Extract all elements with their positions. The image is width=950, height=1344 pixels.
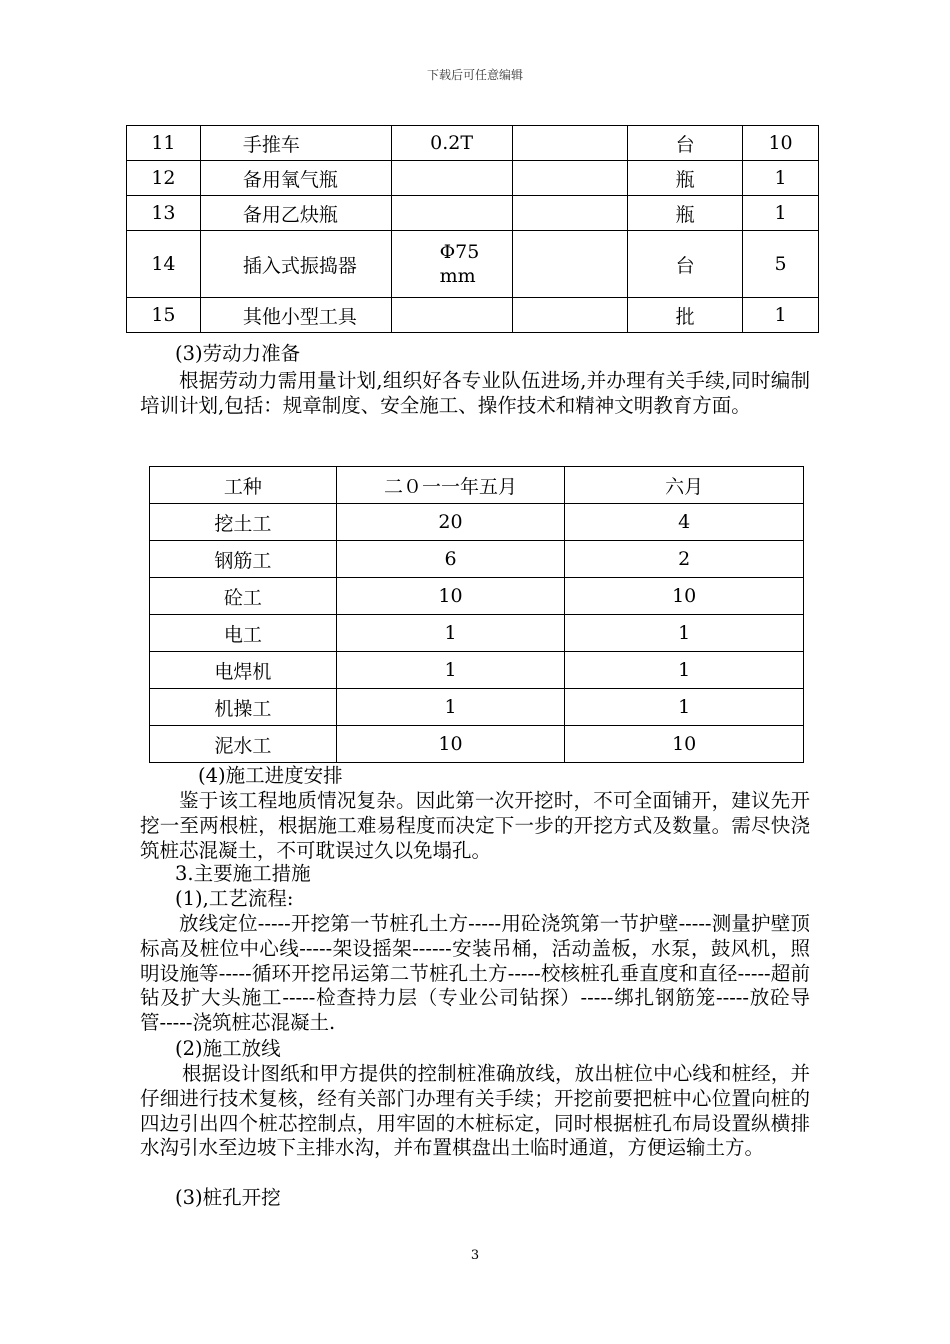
may-count: 10 xyxy=(336,578,565,615)
column-header-june: 六月 xyxy=(565,467,804,504)
trade-name: 钢筋工 xyxy=(150,541,337,578)
may-count: 1 xyxy=(336,652,565,689)
empty-cell xyxy=(512,231,628,298)
equipment-unit: 台 xyxy=(628,231,743,298)
trade-name: 泥水工 xyxy=(150,726,337,763)
equipment-qty: 5 xyxy=(743,231,819,298)
trade-name: 电焊机 xyxy=(150,652,337,689)
table-row xyxy=(127,161,819,196)
paragraph-labor: 根据劳动力需用量计划,组织好各专业队伍进场,并办理有关手续,同时编制培训计划,包括：规章制度、安全施工、操作技术和精神文明教育方面。 xyxy=(140,369,810,417)
equipment-qty: 1 xyxy=(743,161,819,196)
may-count: 10 xyxy=(336,726,565,763)
equipment-spec xyxy=(391,231,512,298)
equipment-qty: 1 xyxy=(743,196,819,231)
june-count: 10 xyxy=(565,726,804,763)
spec-text: Φ75mm xyxy=(439,241,480,287)
page-header-note: 下载后可任意编辑 xyxy=(426,68,523,82)
table-row xyxy=(127,126,819,161)
may-count: 6 xyxy=(336,541,565,578)
equipment-name: 其他小型工具 xyxy=(200,298,391,333)
equipment-name: 手推车 xyxy=(200,126,391,161)
june-count: 10 xyxy=(565,578,804,615)
june-count: 4 xyxy=(565,504,804,541)
june-count: 2 xyxy=(565,541,804,578)
equipment-unit: 瓶 xyxy=(628,161,743,196)
table-row xyxy=(150,615,804,652)
equipment-unit: 台 xyxy=(628,126,743,161)
labor-table xyxy=(149,466,804,763)
trade-name: 电工 xyxy=(150,615,337,652)
may-count: 1 xyxy=(336,615,565,652)
empty-cell xyxy=(512,196,628,231)
table-row xyxy=(150,578,804,615)
row-number: 11 xyxy=(127,126,201,161)
june-count: 1 xyxy=(565,652,804,689)
equipment-name: 备用氧气瓶 xyxy=(200,161,391,196)
trade-name: 挖土工 xyxy=(150,504,337,541)
table-row xyxy=(127,298,819,333)
equipment-spec xyxy=(391,298,512,333)
table-row xyxy=(150,541,804,578)
column-header-trade: 工种 xyxy=(150,467,337,504)
section-heading-process: (1),工艺流程: xyxy=(175,887,294,910)
table-row xyxy=(150,689,804,726)
equipment-name: 插入式振捣器 xyxy=(200,231,391,298)
section-heading-schedule: (4)施工进度安排 xyxy=(198,764,343,787)
paragraph-schedule: 鉴于该工程地质情况复杂。因此第一次开挖时，不可全面铺开，建议先开挖一至两根桩，根据施工难易程度而决定下一步的开挖方式及数量。需尽快浇筑桩芯混凝土，不可耽误过久以免塌孔。 xyxy=(140,789,810,862)
equipment-name: 备用乙炔瓶 xyxy=(200,196,391,231)
section-heading-layout: (2)施工放线 xyxy=(175,1037,281,1060)
row-number: 14 xyxy=(127,231,201,298)
table-row xyxy=(150,652,804,689)
trade-name: 机操工 xyxy=(150,689,337,726)
equipment-spec xyxy=(391,161,512,196)
equipment-table xyxy=(126,125,819,333)
table-header-row xyxy=(150,467,804,504)
equipment-unit: 瓶 xyxy=(628,196,743,231)
section-heading-labor: (3)劳动力准备 xyxy=(175,342,301,365)
may-count: 20 xyxy=(336,504,565,541)
equipment-qty: 10 xyxy=(743,126,819,161)
table-row xyxy=(127,196,819,231)
table-row xyxy=(150,504,804,541)
equipment-spec xyxy=(391,196,512,231)
empty-cell xyxy=(512,161,628,196)
empty-cell xyxy=(512,298,628,333)
equipment-spec: 0.2T xyxy=(391,126,512,161)
table-row xyxy=(127,231,819,298)
row-number: 12 xyxy=(127,161,201,196)
june-count: 1 xyxy=(565,615,804,652)
row-number: 13 xyxy=(127,196,201,231)
may-count: 1 xyxy=(336,689,565,726)
equipment-unit: 批 xyxy=(628,298,743,333)
equipment-qty: 1 xyxy=(743,298,819,333)
june-count: 1 xyxy=(565,689,804,726)
table-row xyxy=(150,726,804,763)
column-header-may: 二０一一年五月 xyxy=(336,467,565,504)
paragraph-layout: 根据设计图纸和甲方提供的控制桩准确放线，放出桩位中心线和桩经，并仔细进行技术复核，经有关部门办理有关手续；开挖前要把桩中心位置向桩的四边引出四个桩芯控制点，用牢固的木桩标定，同时根据桩孔布局设置纵横排水沟引水至边坡下主排水沟，并布置棋盘出土临时通道，方便运输土方。 xyxy=(140,1062,810,1160)
paragraph-process: 放线定位-----开挖第一节桩孔土方-----用砼浇筑第一节护壁-----测量护壁顶标高及桩位中心线-----架设摇架------安装吊桶，活动盖板，水泵，鼓风机，照明设施等-----循环开挖吊运第二节桩孔土方-----校核桩孔垂直度和直径-----超前钻及扩大头施工-----检查持力层（专业公司钻探）-----绑扎钢筋笼-----放砼导管-----浇筑桩芯混凝土. xyxy=(140,912,810,1035)
page-number: 3 xyxy=(470,1248,480,1263)
empty-cell xyxy=(512,126,628,161)
section-heading-measures: 3.主要施工措施 xyxy=(175,862,311,885)
trade-name: 砼工 xyxy=(150,578,337,615)
row-number: 15 xyxy=(127,298,201,333)
section-heading-excavation: (3)桩孔开挖 xyxy=(175,1186,281,1209)
